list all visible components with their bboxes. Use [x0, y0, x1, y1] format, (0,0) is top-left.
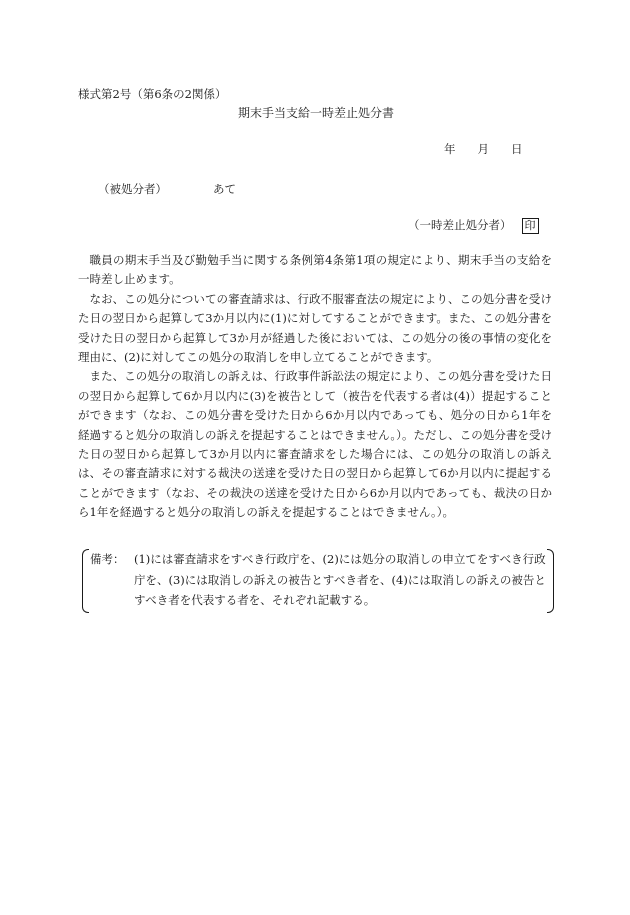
addressee-suffix: あて — [213, 182, 236, 196]
seal-mark: 印 — [522, 218, 539, 234]
issuer-line — [408, 217, 539, 234]
form-number: 様式第2号（第6条の2関係） — [78, 87, 227, 101]
body-text — [78, 251, 552, 523]
addressee-line — [98, 181, 236, 197]
paragraph-appeal: なお、この処分についての審査請求は、行政不服審査法の規定により、この処分書を受けた日の翌日から起算して3か月以内に(1)に対してすることができます。また、この処分書を受けた日の翌日から起算して3か月が経過した後においては、この処分の後の事情の変化を理由に、(2)に対してこの処分の取消しを申し立てることができます。 — [78, 291, 552, 365]
issuer-label: （一時差止処分者） — [408, 218, 512, 232]
addressee-label: （被処分者） — [98, 182, 167, 196]
date-line — [444, 141, 523, 157]
notes-content — [90, 549, 548, 611]
document-title: 期末手当支給一時差止処分書 — [238, 106, 395, 120]
notes-bracket-right — [547, 549, 554, 613]
notes-box — [82, 549, 554, 611]
date-year-label: 年 — [444, 142, 456, 156]
date-month-label: 月 — [477, 142, 489, 156]
date-day-label: 日 — [511, 142, 523, 156]
paragraph-lawsuit: また、この処分の取消しの訴えは、行政事件訴訟法の規定により、この処分書を受けた日の翌日から起算して6か月以内に(3)を被告として（被告を代表する者は(4)）提起することができます（なお、この処分書を受けた日から6か月以内であっても、処分の日から1年を経過すると処分の取消しの訴えを提起することはできません。）。ただし、この処分書を受けた日の翌日から起算して3か月以内に審査請求をした場合には、この処分の取消しの訴えは、その審査請求に対する裁決の送達を受けた日の翌日から起算して6か月以内に提起することができます（なお、その裁決の送達を受けた日から6か月以内であっても、裁決の日から1年を経過すると処分の取消しの訴えを提起することはできません。）。 — [78, 369, 552, 520]
notes-bracket-left — [82, 549, 89, 613]
paragraph-suspension: 職員の期末手当及び勤勉手当に関する条例第4条第1項の規定により、期末手当の支給を一時差し止めます。 — [78, 253, 552, 287]
notes-text: (1)には審査請求をすべき行政庁を、(2)には処分の取消しの申立てをすべき行政庁を、(3)には取消しの訴えの被告とすべき者を、(4)には取消しの訴えの被告とすべき者を代表する者を、それぞれ記載する。 — [134, 552, 546, 607]
notes-label: 備考： — [90, 552, 125, 566]
